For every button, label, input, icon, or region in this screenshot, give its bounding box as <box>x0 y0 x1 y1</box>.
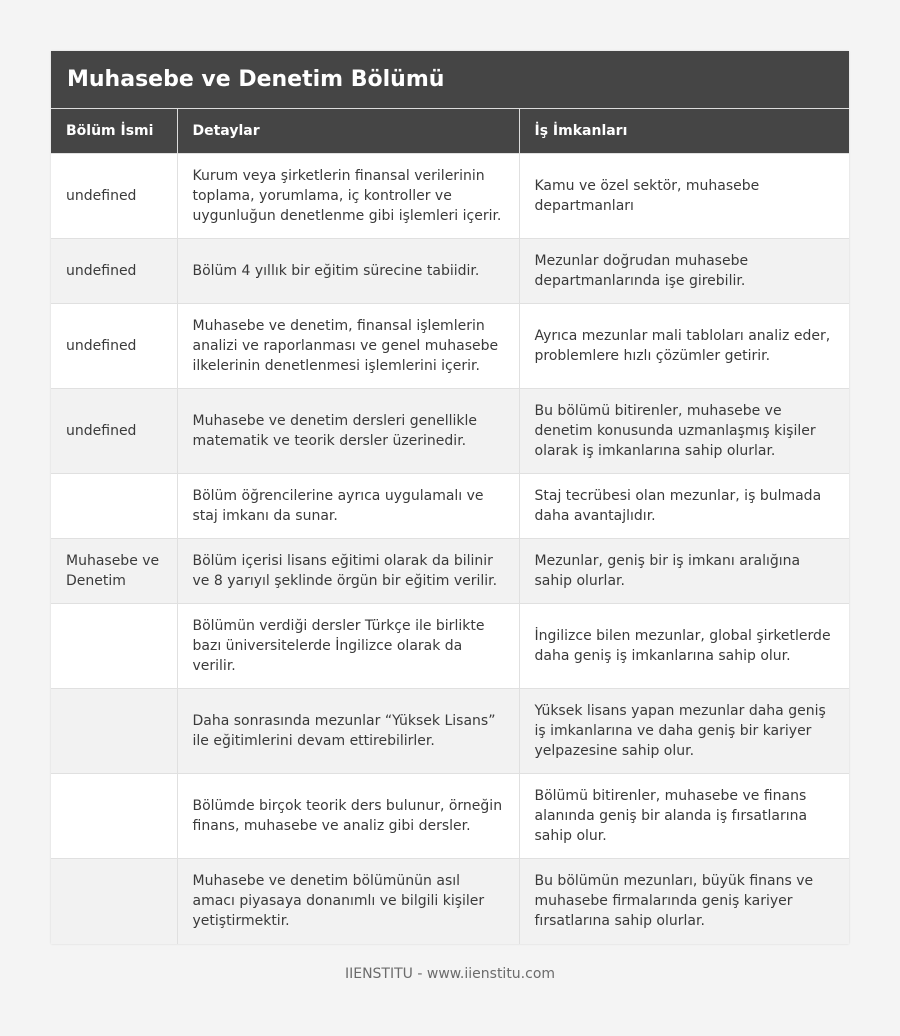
cell-jobs: Staj tecrübesi olan mezunlar, iş bulmada daha avantajlıdır. <box>519 474 849 539</box>
cell-name <box>51 604 177 689</box>
table-row <box>51 154 849 239</box>
table-row <box>51 239 849 304</box>
cell-jobs: Bu bölümün mezunları, büyük finans ve muhasebe firmalarında geniş kariyer fırsatlarına sahip olurlar. <box>519 859 849 944</box>
table-row <box>51 604 849 689</box>
table-row <box>51 689 849 774</box>
header-row <box>51 109 849 154</box>
cell-details: Muhasebe ve denetim, finansal işlemlerin analizi ve raporlanması ve genel muhasebe ilkelerinin denetlenmesi işlemlerini içerir. <box>177 304 519 389</box>
cell-name <box>51 774 177 859</box>
cell-name: undefined <box>51 304 177 389</box>
cell-name <box>51 474 177 539</box>
table-row <box>51 774 849 859</box>
cell-name: undefined <box>51 389 177 474</box>
footer-credit: IIENSTITU - www.iienstitu.com <box>344 966 556 982</box>
cell-details: Bölümün verdiği dersler Türkçe ile birlikte bazı üniversitelerde İngilizce olarak da verilir. <box>177 604 519 689</box>
cell-details: Bölümde birçok teorik ders bulunur, örneğin finans, muhasebe ve analiz gibi dersler. <box>177 774 519 859</box>
cell-details: Muhasebe ve denetim bölümünün asıl amacı piyasaya donanımlı ve bilgili kişiler yetiştirmektir. <box>177 859 519 944</box>
cell-jobs: İngilizce bilen mezunlar, global şirketlerde daha geniş iş imkanlarına sahip olur. <box>519 604 849 689</box>
cell-jobs: Yüksek lisans yapan mezunlar daha geniş iş imkanlarına ve daha geniş bir kariyer yelpazesine sahip olur. <box>519 689 849 774</box>
cell-jobs: Mezunlar doğrudan muhasebe departmanlarında işe girebilir. <box>519 239 849 304</box>
cell-jobs: Bölümü bitirenler, muhasebe ve finans alanında geniş bir alanda iş fırsatlarına sahip olur. <box>519 774 849 859</box>
cell-jobs: Mezunlar, geniş bir iş imkanı aralığına sahip olurlar. <box>519 539 849 604</box>
cell-jobs: Ayrıca mezunlar mali tabloları analiz eder, problemlere hızlı çözümler getirir. <box>519 304 849 389</box>
table-row <box>51 539 849 604</box>
cell-name: undefined <box>51 154 177 239</box>
cell-details: Bölüm öğrencilerine ayrıca uygulamalı ve staj imkanı da sunar. <box>177 474 519 539</box>
cell-details: Bölüm 4 yıllık bir eğitim sürecine tabiidir. <box>177 239 519 304</box>
cell-jobs: Bu bölümü bitirenler, muhasebe ve denetim konusunda uzmanlaşmış kişiler olarak iş imkanlarına sahip olurlar. <box>519 389 849 474</box>
table-row <box>51 859 849 944</box>
header-cell-details: Detaylar <box>177 109 519 154</box>
cell-details: Daha sonrasında mezunlar “Yüksek Lisans” ile eğitimlerini devam ettirebilirler. <box>177 689 519 774</box>
table-row <box>51 389 849 474</box>
table-row <box>51 474 849 539</box>
cell-name <box>51 689 177 774</box>
cell-name: Muhasebe ve Denetim <box>51 539 177 604</box>
data-table <box>51 108 849 944</box>
header-cell-jobs: İş İmkanları <box>519 109 849 154</box>
cell-details: Muhasebe ve denetim dersleri genellikle matematik ve teorik dersler üzerinedir. <box>177 389 519 474</box>
cell-details: Kurum veya şirketlerin finansal verilerinin toplama, yorumlama, iç kontroller ve uygunluğun denetlenme gibi işlemleri içerir. <box>177 154 519 239</box>
cell-name: undefined <box>51 239 177 304</box>
cell-details: Bölüm içerisi lisans eğitimi olarak da bilinir ve 8 yarıyıl şeklinde örgün bir eğitim verilir. <box>177 539 519 604</box>
cell-name <box>51 859 177 944</box>
table-title: Muhasebe ve Denetim Bölümü <box>51 51 849 108</box>
cell-jobs: Kamu ve özel sektör, muhasebe departmanları <box>519 154 849 239</box>
header-cell-name: Bölüm İsmi <box>51 109 177 154</box>
table-card <box>51 51 849 944</box>
table-row <box>51 304 849 389</box>
